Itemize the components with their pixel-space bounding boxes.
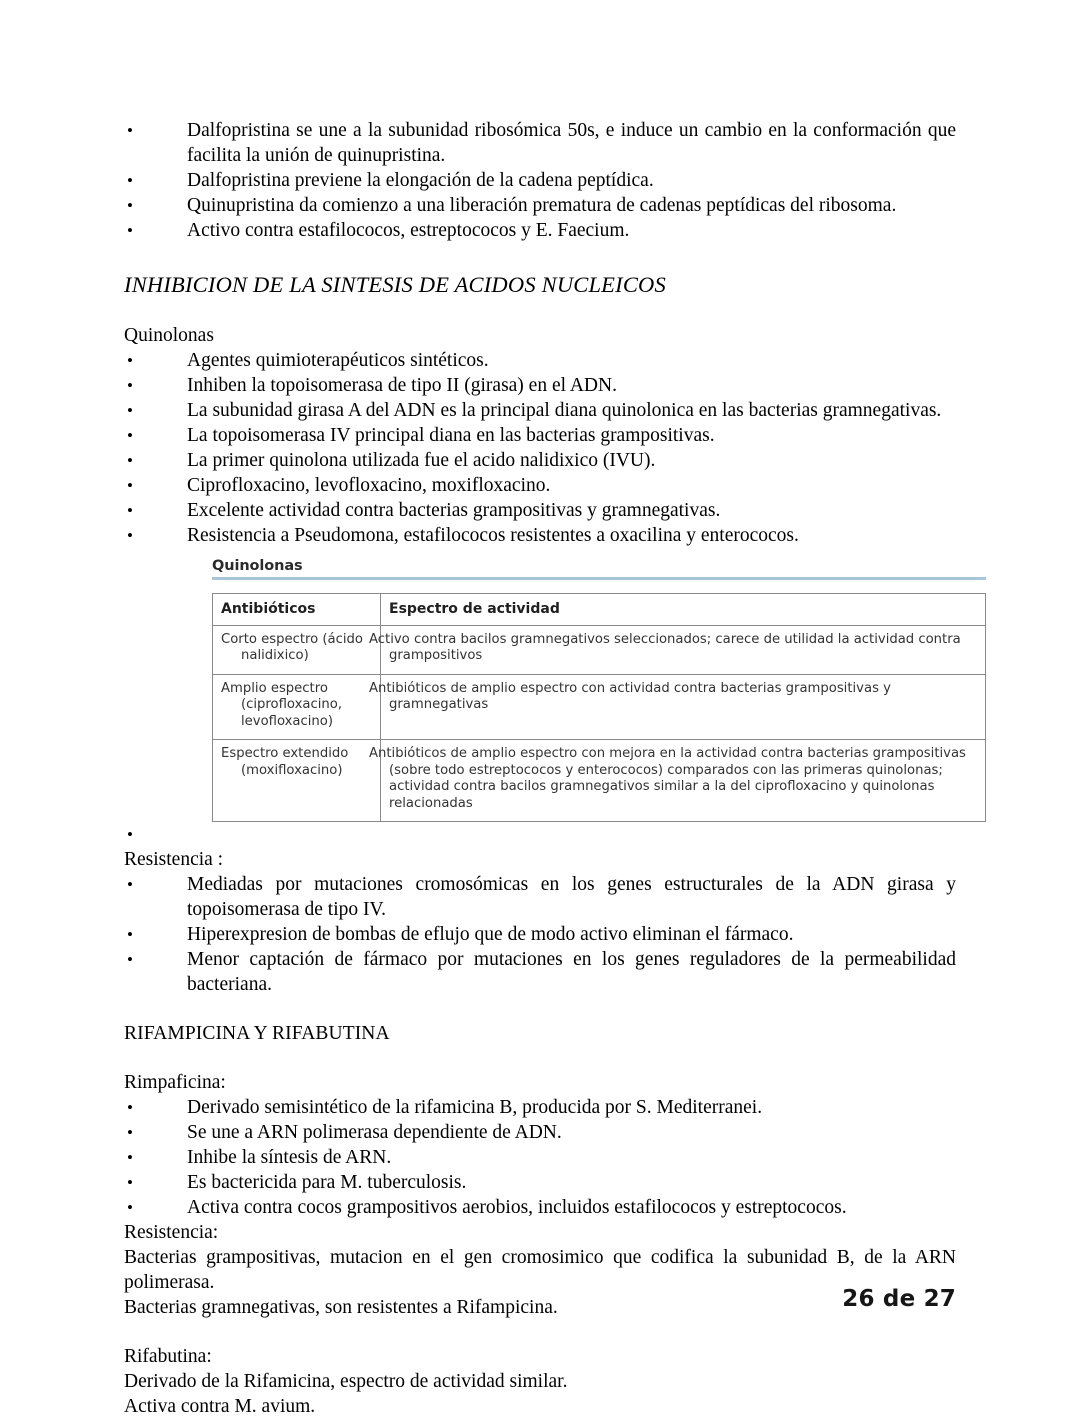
- cell-antibiotic: [213, 740, 381, 822]
- figure-rule: [212, 577, 986, 580]
- table-row: [213, 674, 986, 740]
- rifabutina-paragraph-1: Derivado de la Rifamicina, espectro de actividad similar.: [124, 1371, 568, 1392]
- list-item: • Inhibe la síntesis de ARN.: [124, 1145, 956, 1170]
- column-header-spectrum: Espectro de actividad: [381, 594, 986, 626]
- cell-antibiotic: [213, 625, 381, 674]
- antibiotic-line1: Amplio espectro: [221, 680, 328, 696]
- quinolonas-figure: [212, 558, 986, 822]
- rimpaficina-label: Rimpaficina:: [124, 1072, 226, 1093]
- antibiotic-line1: Corto espectro (ácido: [221, 631, 363, 647]
- cell-antibiotic: [213, 674, 381, 740]
- list-item: • Menor captación de fármaco por mutaciones en los genes reguladores de la permeabilidad bacteriana.: [124, 947, 956, 997]
- list-item: • Se une a ARN polimerasa dependiente de ADN.: [124, 1120, 956, 1145]
- list-item: • Dalfopristina previene la elongación de la cadena peptídica.: [124, 168, 956, 193]
- spacer: [124, 299, 956, 323]
- figure-title: Quinolonas: [212, 558, 303, 574]
- list-item: • Hiperexpresion de bombas de eflujo que de modo activo eliminan el fármaco.: [124, 922, 956, 947]
- resistencia-rifampicina-paragraph-1: Bacterias grampositivas, mutacion en el gen cromosimico que codifica la subunidad B, de la ARN polimerasa.: [124, 1247, 956, 1293]
- list-item: • Activo contra estafilococos, estreptococos y E. Faecium.: [124, 218, 956, 243]
- page-content: [124, 118, 966, 1419]
- quinolonas-bullet-list: [124, 348, 956, 548]
- list-item: • Quinupristina da comienzo a una liberación prematura de cadenas peptídicas del ribosoma.: [124, 193, 956, 218]
- resistencia-quinolonas-list: [124, 872, 956, 997]
- list-item: • Es bactericida para M. tuberculosis.: [124, 1170, 956, 1195]
- resistencia-rifampicina-label: Resistencia:: [124, 1222, 219, 1243]
- spacer: [124, 243, 956, 271]
- antibiotic-line2: (ciprofloxacino, levofloxacino): [241, 697, 343, 729]
- rifabutina-paragraph-2: Activa contra M. avium.: [124, 1396, 316, 1417]
- list-item: • Inhiben la topoisomerasa de tipo II (girasa) en el ADN.: [124, 373, 956, 398]
- page-number: 26 de 27: [842, 1286, 956, 1312]
- list-item: • Excelente actividad contra bacterias grampositivas y gramnegativas.: [124, 498, 956, 523]
- quinolonas-table: [212, 593, 986, 822]
- rimpaficina-bullet-list: [124, 1095, 956, 1220]
- antibiotic-line2: nalidixico): [241, 648, 309, 663]
- list-item: • Mediadas por mutaciones cromosómicas en los genes estructurales de la ADN girasa y topoisomerasa de tipo IV.: [124, 872, 956, 922]
- list-item: • Derivado semisintético de la rifamicina B, producida por S. Mediterranei.: [124, 1095, 956, 1120]
- column-header-antibiotics: Antibióticos: [213, 594, 381, 626]
- intro-bullet-list: [124, 118, 956, 243]
- rifampicina-heading: RIFAMPICINA Y RIFABUTINA: [124, 1023, 390, 1044]
- section-heading: INHIBICION DE LA SINTESIS DE ACIDOS NUCLEICOS: [124, 272, 666, 297]
- table-row: [213, 625, 986, 674]
- list-item: • Resistencia a Pseudomona, estafilococos resistentes a oxacilina y enterococos.: [124, 523, 956, 548]
- list-item: [124, 822, 956, 847]
- spacer: [124, 997, 956, 1021]
- list-item: • La primer quinolona utilizada fue el acido nalidixico (IVU).: [124, 448, 956, 473]
- list-item: • Agentes quimioterapéuticos sintéticos.: [124, 348, 956, 373]
- table-row: [213, 740, 986, 822]
- antibiotic-line2: (moxifloxacino): [241, 762, 343, 778]
- table-header-row: [213, 594, 986, 626]
- spacer: [124, 1320, 956, 1344]
- empty-bullet-list: [124, 822, 956, 847]
- list-item: • La topoisomerasa IV principal diana en las bacterias grampositivas.: [124, 423, 956, 448]
- antibiotic-line1: Espectro extendido: [221, 746, 349, 761]
- quinolonas-label: Quinolonas: [124, 325, 214, 346]
- list-item: • Ciprofloxacino, levofloxacino, moxifloxacino.: [124, 473, 956, 498]
- spacer: [124, 1046, 956, 1070]
- resistencia-rifampicina-paragraph-2: Bacterias gramnegativas, son resistentes a Rifampicina.: [124, 1297, 558, 1318]
- resistencia-quinolonas-label: Resistencia :: [124, 849, 224, 870]
- list-item: • La subunidad girasa A del ADN es la principal diana quinolonica en las bacterias gramnegativas.: [124, 398, 956, 423]
- cell-spectrum: Antibióticos de amplio espectro con mejora en la actividad contra bacterias grampositivas (sobre todo estreptococos y enterococos) comparados con las primeras quinolonas; actividad contra bacilos gramnegativos similar a la del ciprofloxacino y quinolonas relacionadas: [381, 740, 986, 822]
- rifabutina-label: Rifabutina:: [124, 1346, 212, 1367]
- list-item: • Activa contra cocos grampositivos aerobios, incluidos estafilococos y estreptococos.: [124, 1195, 956, 1220]
- cell-spectrum: Antibióticos de amplio espectro con actividad contra bacterias grampositivas y gramnegativas: [381, 674, 986, 740]
- cell-spectrum: Activo contra bacilos gramnegativos seleccionados; carece de utilidad la actividad contra grampositivos: [381, 625, 986, 674]
- list-item: • Dalfopristina se une a la subunidad ribosómica 50s, e induce un cambio en la conformación que facilita la unión de quinupristina.: [124, 118, 956, 168]
